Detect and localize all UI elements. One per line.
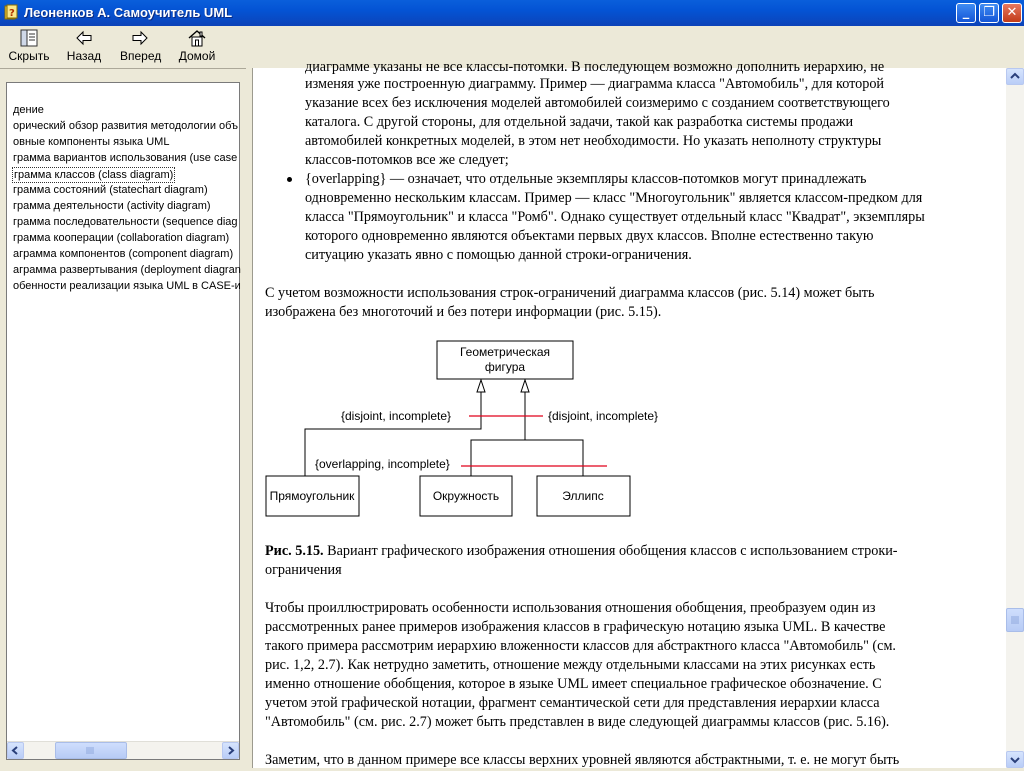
text-line: изображена без многоточий и без потери информации (рис. 5.15). — [265, 304, 662, 320]
class-name-line: фигура — [484, 360, 526, 374]
text-line: именно отношение обобщения, которое в языке UML имеет специальное графическое обозначение. С — [265, 676, 882, 692]
scroll-down-button[interactable] — [1006, 751, 1024, 768]
class-name: Эллипс — [562, 489, 604, 503]
text-line: такого примера рассмотрим иерархию вложенности классов для абстрактного класса "Автомобиль" (см. — [265, 638, 896, 654]
chevron-right-icon — [223, 743, 238, 758]
toc-item[interactable]: овные компоненты языка UML — [13, 136, 170, 148]
generalization-right — [471, 379, 583, 476]
text-line: рассмотренных ранее примеров изображения классов в графическую нотацию языка UML. В качестве — [265, 619, 886, 635]
text-line: класса "Прямоугольник" и класса "Ромб". Однако существует отдельный класс "Квадрат", экземпляры — [305, 209, 925, 225]
toc-item[interactable]: орический обзор развития методологии объ — [13, 120, 238, 132]
text-line: учетом этой графической нотации, фрагмент семантической сети для представления иерархии класса — [265, 695, 880, 711]
hide-pane-icon — [19, 28, 39, 48]
close-button[interactable]: ✕ — [1002, 3, 1022, 23]
class-name: Прямоугольник — [269, 489, 355, 503]
hide-button[interactable] — [8, 28, 50, 66]
toc-item[interactable]: грамма деятельности (activity diagram) — [13, 200, 211, 212]
scroll-left-button[interactable] — [7, 742, 24, 759]
arrow-right-icon — [130, 28, 150, 48]
text-line: ситуацию указать явно с помощью данной строки-ограничения. — [305, 247, 692, 263]
toc-item[interactable]: грамма кооперации (collaboration diagram) — [13, 232, 230, 244]
home-button[interactable] — [178, 28, 216, 66]
forward-button[interactable] — [120, 28, 160, 66]
figure-caption — [265, 542, 898, 561]
class-circle — [420, 476, 512, 516]
text-line: Чтобы проиллюстрировать особенности использования отношения обобщения, преобразуем один из — [265, 600, 876, 616]
scroll-thumb[interactable] — [1006, 608, 1024, 632]
help-book-icon — [4, 4, 20, 20]
back-label: Назад — [66, 49, 102, 63]
chevron-up-icon — [1007, 69, 1023, 84]
content-vertical-scrollbar[interactable] — [1006, 68, 1024, 768]
contents-pane — [6, 82, 240, 760]
grip-icon — [56, 743, 126, 758]
text-line: каталога. С другой стороны, для отдельной задачи, такой как разработка системы продажи — [305, 114, 854, 130]
text-line: С учетом возможности использования строк-ограничений диаграмма классов (рис. 5.14) может быть — [265, 285, 875, 301]
text-line: диаграмме указаны не все классы-потомки. В последующем возможно дополнить иерархию, не — [305, 59, 885, 75]
class-geometric-figure — [437, 341, 573, 379]
text-line: указание всех без исключения моделей автомобилей соизмеримо с созданием соответствующего — [305, 95, 890, 111]
toc-item[interactable]: аграмма компонентов (component diagram) — [13, 248, 234, 260]
toc-item[interactable]: грамма вариантов использования (use case — [13, 152, 238, 164]
toc-item[interactable]: грамма последовательности (sequence diag — [13, 216, 238, 228]
text-line: ограничения — [265, 562, 342, 578]
chevron-left-icon — [8, 743, 23, 758]
contents-horizontal-scrollbar[interactable] — [7, 741, 239, 759]
contents-tree — [7, 83, 239, 743]
toc-item[interactable]: дение — [13, 104, 44, 116]
arrow-left-icon — [74, 28, 94, 48]
toc-item-selected[interactable]: грамма классов (class diagram) — [14, 169, 174, 181]
text-line: которого одновременно являются объектами первых двух классов. Вполне естественно такую — [305, 228, 874, 244]
text-line: классов-потомков все же следует; — [305, 152, 509, 168]
text-line: "Автомобиль" (см. рис. 2.7) может быть представлен в виде следующей диаграммы классов (рис. 5.16). — [265, 714, 890, 730]
hide-label: Скрыть — [8, 49, 50, 63]
constraint-label-right: {disjoint, incomplete} — [548, 409, 659, 423]
constraint-label-left: {disjoint, incomplete} — [341, 409, 452, 423]
grip-icon — [1007, 609, 1023, 631]
scroll-right-button[interactable] — [222, 742, 239, 759]
home-label: Домой — [178, 49, 216, 63]
svg-text:?: ? — [9, 8, 15, 19]
class-name: Окружность — [432, 489, 500, 503]
minimize-button[interactable]: _ — [956, 3, 976, 23]
caption-text: Вариант графического изображения отношения обобщения классов с использованием строки- — [327, 543, 898, 559]
text-line: изменяя уже построенную диаграмму. Пример — диаграмма класса "Автомобиль", для которой — [305, 76, 885, 92]
class-ellipse — [537, 476, 630, 516]
back-button[interactable] — [66, 28, 102, 66]
toc-item[interactable]: аграмма развертывания (deployment diagran — [13, 264, 241, 276]
toc-item[interactable]: грамма состояний (statechart diagram) — [13, 184, 208, 196]
topic-content-pane — [252, 59, 1006, 768]
text-line: автомобилей конкретных моделей, в этом нет необходимости. Но указать неполноту структуры — [305, 133, 882, 149]
class-rectangle — [266, 476, 359, 516]
class-name-line: Геометрическая — [459, 345, 551, 359]
window-title: Леоненков А. Самоучитель UML — [24, 5, 233, 20]
constraint-label-overlapping: {overlapping, incomplete} — [315, 457, 450, 471]
home-icon — [187, 28, 207, 48]
text-line: одновременно нескольким классам. Пример — класс "Многоугольник" является классом-предком для — [305, 190, 923, 206]
chevron-down-icon — [1007, 752, 1023, 767]
maximize-button[interactable]: ❐ — [979, 3, 999, 23]
title-bar — [0, 0, 1024, 26]
forward-label: Вперед — [120, 49, 162, 63]
text-line: Заметим, что в данном примере все классы верхних уровней являются абстрактными, т. е. не могут быть — [265, 752, 900, 768]
scroll-up-button[interactable] — [1006, 68, 1024, 85]
toc-item[interactable]: обенности реализации языка UML в CASE-и — [13, 280, 241, 292]
caption-label: Рис. 5.15. — [265, 543, 324, 559]
text-line: рис. 1,2, 2.7). Как нетрудно заметить, отношение между отдельными классами на этих рисунках есть — [265, 657, 876, 673]
uml-class-diagram — [265, 68, 995, 538]
text-line: {overlapping} — означает, что отдельные экземпляры классов-потомков могут принадлежать — [305, 171, 867, 187]
scroll-thumb[interactable] — [55, 742, 127, 759]
